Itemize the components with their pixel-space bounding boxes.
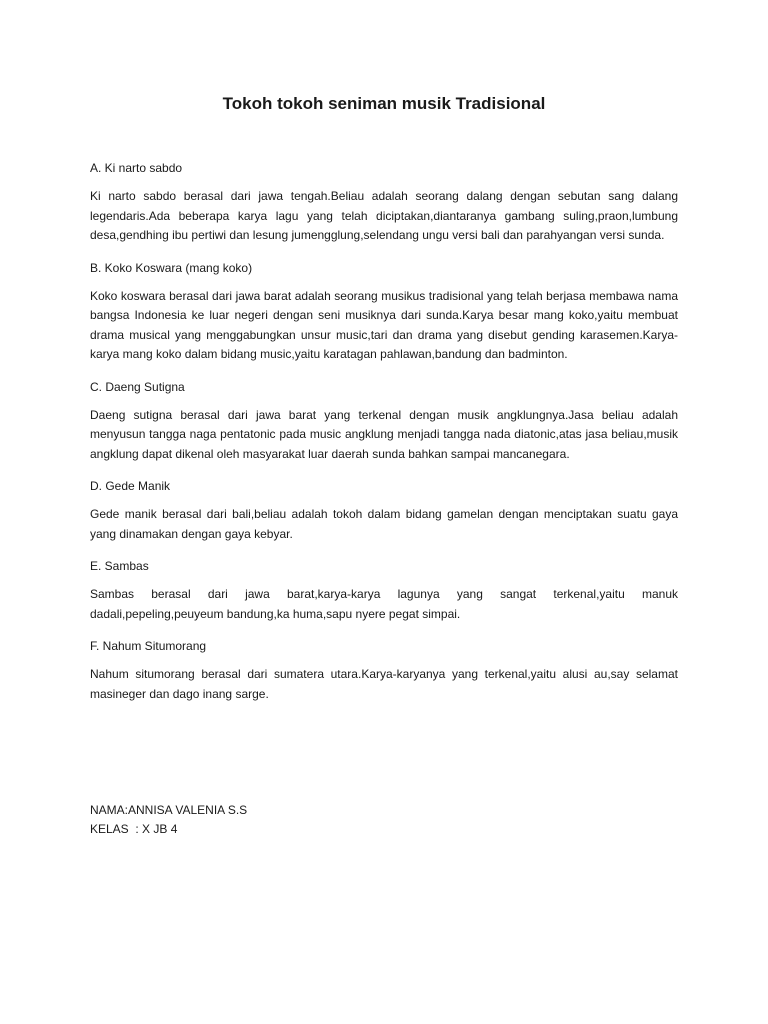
section-body-d: Gede manik berasal dari bali,beliau adalah tokoh dalam bidang gamelan dengan menciptakan suatu gaya yang dinamakan dengan gaya kebyar.: [90, 507, 678, 541]
section-body-a: Ki narto sabdo berasal dari jawa tengah.Beliau adalah seorang dalang dengan sebutan sang dalang legendaris.Ada beberapa karya lagu yang telah diciptakan,diantaranya gambang suling,praon,lumbung desa,gendhing ibu pertiwi dan lesung jumengglung,selendang ungu versi bali dan parahyangan versi sunda.: [90, 189, 678, 242]
section-body-b: Koko koswara berasal dari jawa barat adalah seorang musikus tradisional yang telah berjasa membawa nama bangsa Indonesia ke luar negeri dengan seni musiknya dari sunda.Karya besar mang koko,yaitu membuat drama musical yang menggabungkan unsur music,tari dan drama yang disebut gending karasemen.Karya-karya mang koko dalam bidang music,yaitu karatagan pahlawan,bandung dan badminton.: [90, 288, 678, 361]
section-body-e: Sambas berasal dari jawa barat,karya-karya lagunya yang sangat terkenal,yaitu manuk dadali,pepeling,peuyeum bandung,ka huma,sapu nyere pegat simpai.: [90, 587, 678, 621]
author-name: NAMA:ANNISA VALENIA S.S: [90, 803, 248, 817]
page-title: Tokoh tokoh seniman musik Tradisional: [222, 94, 546, 113]
section-heading-e: E. Sambas: [90, 559, 149, 573]
document-body: [90, 159, 678, 717]
section-heading-c: C. Daeng Sutigna: [90, 379, 185, 394]
section-heading-f: F. Nahum Situmorang: [90, 639, 207, 653]
author-class: KELAS : X JB 4: [90, 822, 178, 836]
section-heading-d: D. Gede Manik: [90, 479, 171, 493]
section-body-f: Nahum situmorang berasal dari sumatera utara.Karya-karyanya yang terkenal,yaitu alusi au,say selamat masineger dan dago inang sarge.: [90, 667, 678, 701]
section-heading-b: B. Koko Koswara (mang koko): [90, 260, 253, 275]
author-info: [90, 801, 247, 839]
section-body-c: Daeng sutigna berasal dari jawa barat yang terkenal dengan musik angklungnya.Jasa beliau adalah menyusun tangga naga pentatonic pada music angklung menjadi tangga nada diatonic,atas jasa beliau,musik angklung dapat dikenal oleh masyarakat luar daerah sunda bahkan sampai mancanegara.: [90, 407, 678, 461]
section-heading-a: A. Ki narto sabdo: [90, 161, 183, 175]
